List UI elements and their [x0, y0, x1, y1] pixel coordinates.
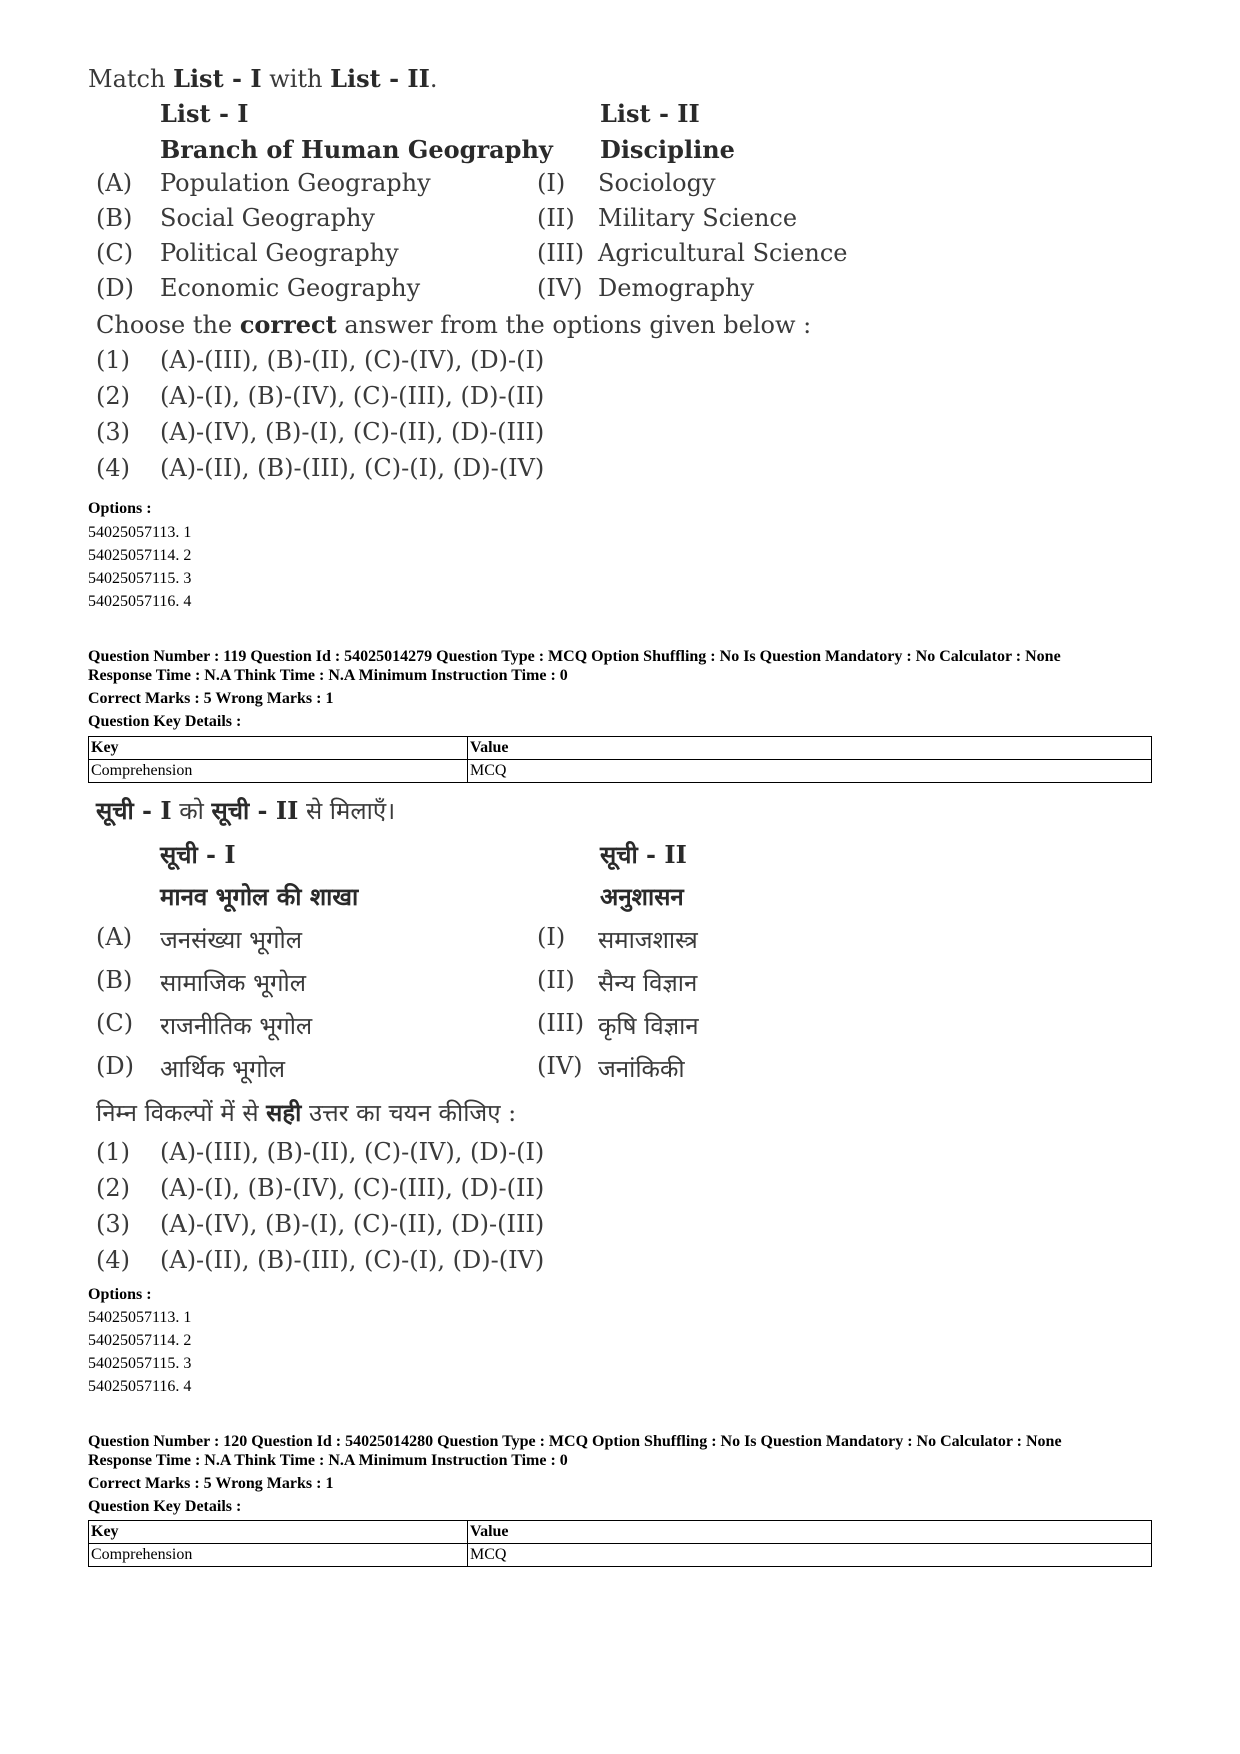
- list2-subtitle: Discipline: [600, 135, 735, 164]
- row-roman: (IV): [537, 274, 583, 302]
- table-cell-key: Comprehension: [89, 1544, 468, 1567]
- intro-list2: List - II: [330, 64, 430, 93]
- intro-list1: सूची - I: [96, 796, 172, 825]
- row-roman: (IV): [537, 1052, 583, 1080]
- row-letter: (B): [96, 966, 133, 994]
- answer-text: (A)-(IV), (B)-(I), (C)-(II), (D)-(III): [160, 418, 545, 446]
- question-key-table: [88, 1520, 1152, 1567]
- answer-text: (A)-(II), (B)-(III), (C)-(I), (D)-(IV): [160, 1246, 545, 1274]
- row-right: कृषि विज्ञान: [598, 1012, 699, 1040]
- row-roman: (I): [537, 923, 566, 951]
- answer-text: (A)-(II), (B)-(III), (C)-(I), (D)-(IV): [160, 454, 545, 482]
- table-header-key: Key: [89, 1521, 468, 1544]
- answer-num: (1): [96, 1138, 130, 1166]
- table-row: [89, 760, 1152, 783]
- choose-bold: correct: [239, 310, 337, 339]
- row-letter: (D): [96, 1052, 134, 1080]
- table-row: [89, 1544, 1152, 1567]
- options-label: Options :: [88, 1286, 152, 1303]
- table-header-value: Value: [468, 1521, 1152, 1544]
- answer-text: (A)-(I), (B)-(IV), (C)-(III), (D)-(II): [160, 382, 545, 410]
- list1-subtitle: Branch of Human Geography: [160, 135, 553, 164]
- answer-num: (1): [96, 346, 130, 374]
- question-meta-line2: Response Time : N.A Think Time : N.A Minimum Instruction Time : 0: [88, 1452, 568, 1469]
- intro-post: से मिलाएँ।: [298, 797, 396, 825]
- question-key-details: Question Key Details :: [88, 1498, 242, 1515]
- answer-text: (A)-(III), (B)-(II), (C)-(IV), (D)-(I): [160, 1138, 545, 1166]
- table-cell-value: MCQ: [468, 1544, 1152, 1567]
- row-roman: (I): [537, 169, 566, 197]
- answer-num: (2): [96, 1174, 130, 1202]
- answer-text: (A)-(III), (B)-(II), (C)-(IV), (D)-(I): [160, 346, 545, 374]
- choose-instruction: [96, 1096, 516, 1129]
- row-letter: (C): [96, 239, 134, 267]
- answer-num: (2): [96, 382, 130, 410]
- row-right: Demography: [598, 274, 755, 302]
- question-meta-line1: Question Number : 119 Question Id : 54025014279 Question Type : MCQ Option Shuffling : No Is Question Mandatory : No Calculator : None: [88, 648, 1061, 665]
- list2-subtitle: अनुशासन: [600, 882, 684, 911]
- row-left: Economic Geography: [160, 274, 421, 302]
- option-item: 54025057113. 1: [88, 1309, 192, 1326]
- question-marks: Correct Marks : 5 Wrong Marks : 1: [88, 1475, 334, 1492]
- choose-post: उत्तर का चयन कीजिए :: [301, 1099, 517, 1127]
- list2-title: सूची - II: [600, 840, 687, 869]
- list2-title: List - II: [600, 99, 700, 128]
- table-cell-key: Comprehension: [89, 760, 468, 783]
- row-right: समाजशास्त्र: [598, 926, 698, 954]
- match-instruction: [96, 794, 395, 827]
- question-meta-line1: Question Number : 120 Question Id : 54025014280 Question Type : MCQ Option Shuffling : No Is Question Mandatory : No Calculator : None: [88, 1433, 1062, 1450]
- list1-title: List - I: [160, 99, 249, 128]
- row-left: सामाजिक भूगोल: [160, 969, 306, 997]
- table-header-value: Value: [468, 737, 1152, 760]
- row-left: Social Geography: [160, 204, 375, 232]
- row-letter: (B): [96, 204, 133, 232]
- row-left: आर्थिक भूगोल: [160, 1055, 286, 1083]
- row-letter: (A): [96, 923, 133, 951]
- answer-num: (3): [96, 1210, 130, 1238]
- list1-title: सूची - I: [160, 840, 236, 869]
- row-roman: (III): [537, 1009, 585, 1037]
- question-key-table: [88, 736, 1152, 783]
- answer-num: (3): [96, 418, 130, 446]
- question-meta-line2: Response Time : N.A Think Time : N.A Minimum Instruction Time : 0: [88, 667, 568, 684]
- options-label: Options :: [88, 500, 152, 517]
- choose-bold: सही: [266, 1098, 302, 1127]
- question-key-details: Question Key Details :: [88, 713, 242, 730]
- intro-post: .: [429, 65, 438, 93]
- list1-subtitle: मानव भूगोल की शाखा: [160, 882, 359, 911]
- option-item: 54025057113. 1: [88, 524, 192, 541]
- choose-pre: निम्न विकल्पों में से: [96, 1099, 267, 1127]
- choose-pre: Choose the: [96, 311, 240, 339]
- question-marks: Correct Marks : 5 Wrong Marks : 1: [88, 690, 334, 707]
- option-item: 54025057116. 4: [88, 593, 192, 610]
- intro-list1: List - I: [173, 64, 262, 93]
- table-header-row: [89, 1521, 1152, 1544]
- row-roman: (II): [537, 204, 575, 232]
- row-letter: (A): [96, 169, 133, 197]
- match-instruction: [88, 64, 438, 93]
- row-left: जनसंख्या भूगोल: [160, 926, 303, 954]
- row-right: Military Science: [598, 204, 798, 232]
- table-header-row: [89, 737, 1152, 760]
- intro-list2: सूची - II: [211, 796, 299, 825]
- row-right: Agricultural Science: [598, 239, 848, 267]
- answer-num: (4): [96, 1246, 130, 1274]
- option-item: 54025057115. 3: [88, 570, 192, 587]
- intro-mid: with: [261, 65, 331, 93]
- option-item: 54025057116. 4: [88, 1378, 192, 1395]
- row-roman: (II): [537, 966, 575, 994]
- intro-text: Match: [88, 65, 174, 93]
- row-roman: (III): [537, 239, 585, 267]
- answer-num: (4): [96, 454, 130, 482]
- table-cell-value: MCQ: [468, 760, 1152, 783]
- row-left: Population Geography: [160, 169, 431, 197]
- row-left: Political Geography: [160, 239, 399, 267]
- answer-text: (A)-(I), (B)-(IV), (C)-(III), (D)-(II): [160, 1174, 545, 1202]
- row-right: Sociology: [598, 169, 716, 197]
- choose-instruction: [96, 310, 811, 339]
- option-item: 54025057114. 2: [88, 1332, 192, 1349]
- table-header-key: Key: [89, 737, 468, 760]
- row-right: जनांकिकी: [598, 1055, 685, 1083]
- row-right: सैन्य विज्ञान: [598, 969, 698, 997]
- option-item: 54025057114. 2: [88, 547, 192, 564]
- question-118-block: [0, 0, 1240, 500]
- row-left: राजनीतिक भूगोल: [160, 1012, 313, 1040]
- choose-post: answer from the options given below :: [336, 311, 812, 339]
- answer-text: (A)-(IV), (B)-(I), (C)-(II), (D)-(III): [160, 1210, 545, 1238]
- row-letter: (D): [96, 274, 134, 302]
- option-item: 54025057115. 3: [88, 1355, 192, 1372]
- intro-mid: को: [171, 797, 212, 825]
- row-letter: (C): [96, 1009, 134, 1037]
